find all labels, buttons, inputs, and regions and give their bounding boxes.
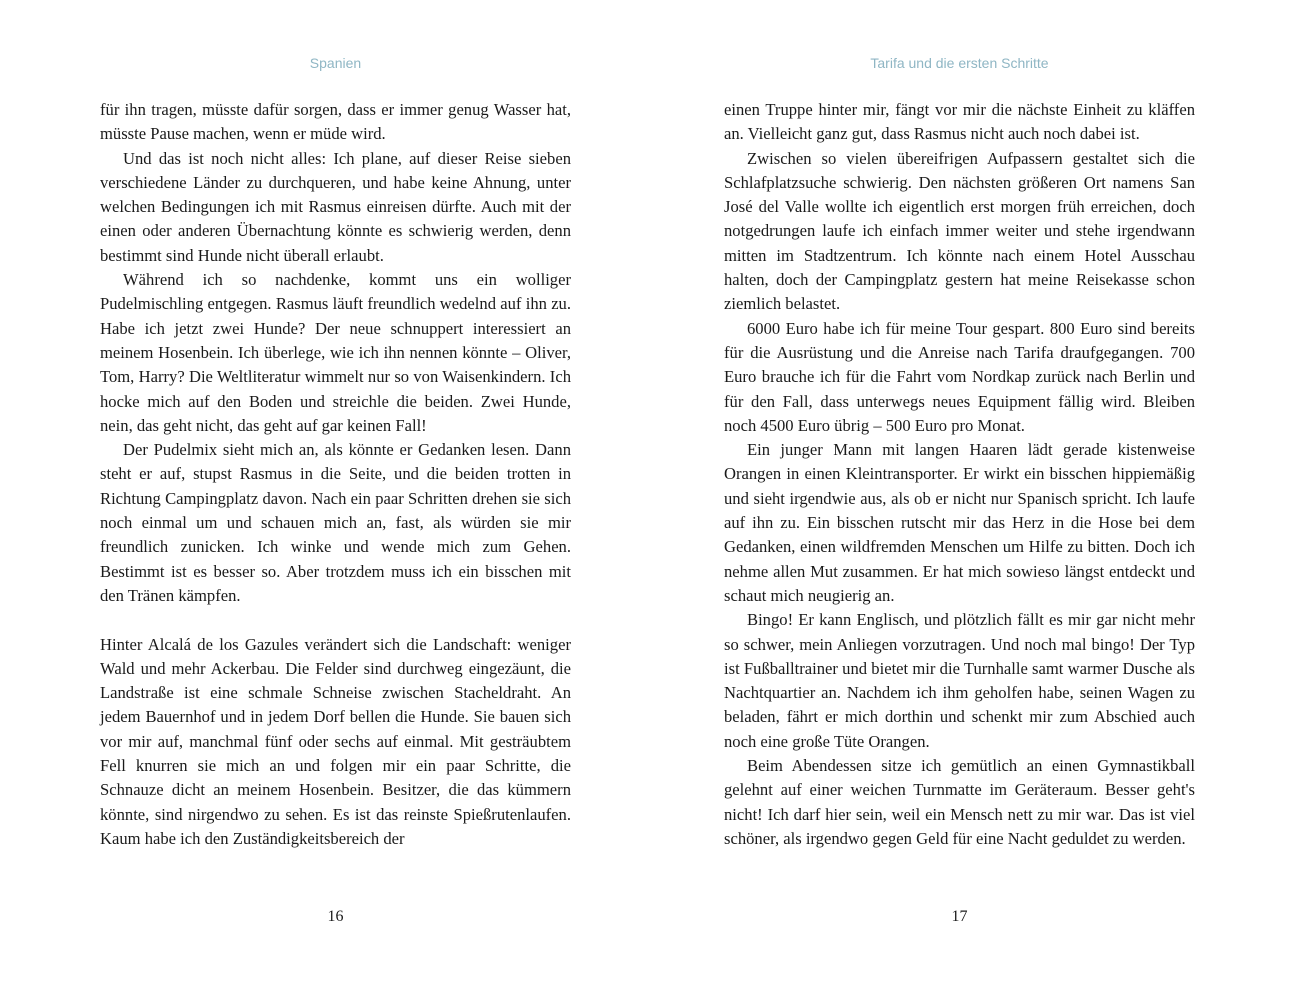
paragraph: Während ich so nachdenke, kommt uns ein wolliger Pudelmischling entgegen. Rasmus läuft freundlich wedelnd auf ihn zu. Habe ich jetzt zwei Hunde? Der neue schnuppert interessiert an meinem Hosenbein. Ich überlege, wie ich ihn nennen könnte – Oliver, Tom, Harry? Die Weltliteratur wimmelt nur so von Waisenkindern. Ich hocke mich auf den Boden und streichle die beiden. Zwei Hunde, nein, das geht nicht, das geht auf gar keinen Fall! bbox=[100, 270, 571, 435]
running-head-left: Spanien bbox=[309, 55, 362, 71]
left-page bbox=[100, 0, 571, 1000]
paragraph: Ein junger Mann mit langen Haaren lädt gerade kistenweise Orangen in einen Kleintransporter. Er wirkt ein bisschen hippiemäßig und sieht irgendwie aus, als ob er nicht nur Spanisch spricht. Ich laufe auf ihn zu. Ein bisschen rutscht mir das Herz in die Hose bei dem Gedanken, einen wildfremden Menschen um Hilfe zu bitten. Doch ich nehme allen Mut zusammen. Er hat mich sowieso längst entdeckt und schaut mich neugierig an. bbox=[724, 440, 1195, 605]
paragraph: Bingo! Er kann Englisch, und plötzlich fällt es mir gar nicht mehr so schwer, mein Anliegen vorzutragen. Und noch mal bingo! Der Typ ist Fußballtrainer und bietet mir die Turnhalle samt warmer Dusche als Nachtquartier an. Nachdem ich ihm geholfen habe, seinen Wagen zu beladen, fährt er mich dorthin und schenkt mir zum Abschied auch noch eine große Tüte Orangen. bbox=[724, 610, 1195, 751]
body-text-right bbox=[724, 98, 1195, 851]
paragraph: Beim Abendessen sitze ich gemütlich an einen Gymnastikball gelehnt auf einer weichen Turnmatte im Geräteraum. Besser geht's nicht! Ich darf hier sein, weil ein Mensch nett zu mir war. Das ist viel schöner, als irgendwo gegen Geld für eine Nacht geduldet zu werden. bbox=[724, 756, 1195, 848]
body-text-left bbox=[100, 98, 571, 851]
paragraph: 6000 Euro habe ich für meine Tour gespart. 800 Euro sind bereits für die Ausrüstung und die Anreise nach Tarifa draufgegangen. 700 Euro brauche ich für die Fahrt vom Nordkap zurück nach Berlin und für den Fall, dass unterwegs neues Equipment fällig wird. Bleiben noch 4500 Euro übrig – 500 Euro pro Monat. bbox=[724, 318, 1195, 435]
paragraph: Und das ist noch nicht alles: Ich plane, auf dieser Reise sieben verschiedene Länder zu durchqueren, und habe keine Ahnung, unter welchen Bedingungen ich mit Rasmus einreisen dürfte. Auch mit der einen oder anderen Übernachtung könnte es schwierig werden, denn bestimmt sind Hunde nicht überall erlaubt. bbox=[100, 148, 571, 265]
page-number-right: 17 bbox=[951, 908, 968, 925]
paragraph: für ihn tragen, müsste dafür sorgen, dass er immer genug Wasser hat, müsste Pause machen, wenn er müde wird. bbox=[100, 100, 571, 144]
paragraph: Der Pudelmix sieht mich an, als könnte er Gedanken lesen. Dann steht er auf, stupst Rasmus in die Seite, und die beiden trotten in Richtung Campingplatz davon. Nach ein paar Schritten drehen sie sich noch einmal um und schauen mich an, fast, als würden sie mir freundlich zunicken. Ich winke und wende mich zum Gehen. Bestimmt ist es besser so. Aber trotzdem muss ich ein bisschen mit den Tränen kämpfen. bbox=[100, 440, 571, 605]
right-page bbox=[724, 0, 1195, 1000]
paragraph: einen Truppe hinter mir, fängt vor mir die nächste Einheit zu kläffen an. Vielleicht ganz gut, dass Rasmus nicht auch noch dabei ist. bbox=[724, 100, 1195, 144]
running-head-right: Tarifa und die ersten Schritte bbox=[870, 55, 1049, 71]
paragraph: Hinter Alcalá de los Gazules verändert sich die Landschaft: weniger Wald und mehr Ackerbau. Die Felder sind durchweg eingezäunt, die Landstraße ist eine schmale Schneise zwischen Stacheldraht. An jedem Bauernhof und in jedem Dorf bellen die Hunde. Sie bauen sich vor mir auf, manchmal fünf oder sechs auf einmal. Mit gesträubtem Fell knurren sie mich an und folgen mir ein paar Schritte, die Schnauze dicht an meinem Hosenbein. Besitzer, die das kümmern könnte, sind nirgendwo zu sehen. Es ist das reinste Spießrutenlaufen. Kaum habe ich den Zuständigkeitsbereich der bbox=[100, 634, 571, 848]
page-number-left: 16 bbox=[327, 908, 344, 925]
paragraph: Zwischen so vielen übereifrigen Aufpassern gestaltet sich die Schlafplatzsuche schwierig. Den nächsten größeren Ort namens San José del Valle wollte ich eigentlich erst morgen früh erreichen, doch notgedrungen laufe ich einfach immer weiter und stehe irgendwann mitten im Stadtzentrum. Ich könnte nach einem Hotel Ausschau halten, doch der Campingplatz gestern hat meine Reisekasse schon ziemlich belastet. bbox=[724, 148, 1195, 314]
